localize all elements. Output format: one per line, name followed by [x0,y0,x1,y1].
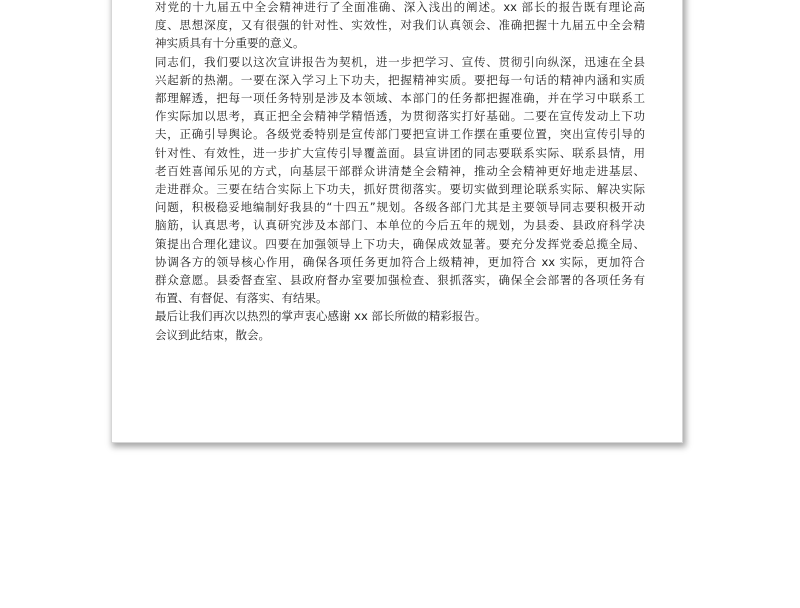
text-line: 走进群众。三要在结合实际上下功夫，抓好贯彻落实。要切实做到理论联系实际、解决实际 [155,182,645,197]
text-line: 会议到此结束，散会。 [155,327,270,342]
text-line: 最后让我们再次以热烈的掌声衷心感谢 xx 部长所做的精彩报告。 [155,309,487,324]
text-line: 针对性、有效性，进一步扩大宣传引导覆盖面。县宣讲团的同志要联系实际、联系县情，用 [155,145,645,160]
text-line: 夫，正确引导舆论。各级党委特别是宣传部门要把宣讲工作摆在重要位置，突出宣传引导的 [155,127,645,142]
document-page [112,0,682,442]
text-line: 老百姓喜闻乐见的方式，向基层干部群众讲清楚全会精神，推动全会精神更好地走进基层、 [155,163,645,178]
text-line: 脑筋，认真思考，认真研究涉及本部门、本单位的今后五年的规划，为县委、县政府科学决 [155,218,645,233]
text-line: 问题，积极稳妥地编制好我县的“十四五”规划。各级各部门尤其是主要领导同志要积极开动 [155,200,645,215]
text-line: 同志们，我们要以这次宣讲报告为契机，进一步把学习、宣传、贯彻引向纵深，迅速在全县 [155,54,645,69]
text-line: 布置、有督促、有落实、有结果。 [155,291,328,306]
text-line: 作实际加以思考，真正把全会精神学精悟透，为贯彻落实打好基础。二要在宣传发动上下功 [155,109,645,124]
text-line: 兴起新的热潮。一要在深入学习上下功夫，把握精神实质。要把每一句话的精神内涵和实质 [155,72,645,87]
text-line: 策提出合理化建议。四要在加强领导上下功夫，确保成效显著。要充分发挥党委总揽全局、 [155,236,645,251]
text-line: 度、思想深度，又有很强的针对性、实效性，对我们认真领会、准确把握十九届五中全会精 [155,18,645,33]
text-line: 都理解透，把每一项任务特别是涉及本领域、本部门的任务都把握准确，并在学习中联系工 [155,91,645,106]
text-line: 群众意愿。县委督查室、县政府督办室要加强检查、狠抓落实，确保全会部署的各项任务有 [155,273,645,288]
text-line: 神实质具有十分重要的意义。 [155,36,305,51]
document-body [155,0,645,344]
text-line: 对党的十九届五中全会精神进行了全面准确、深入浅出的阐述。xx 部长的报告既有理论高 [155,0,645,14]
text-line: 协调各方的领导核心作用，确保各项任务更加符合上级精神，更加符合 xx 实际，更加符合 [155,254,645,269]
